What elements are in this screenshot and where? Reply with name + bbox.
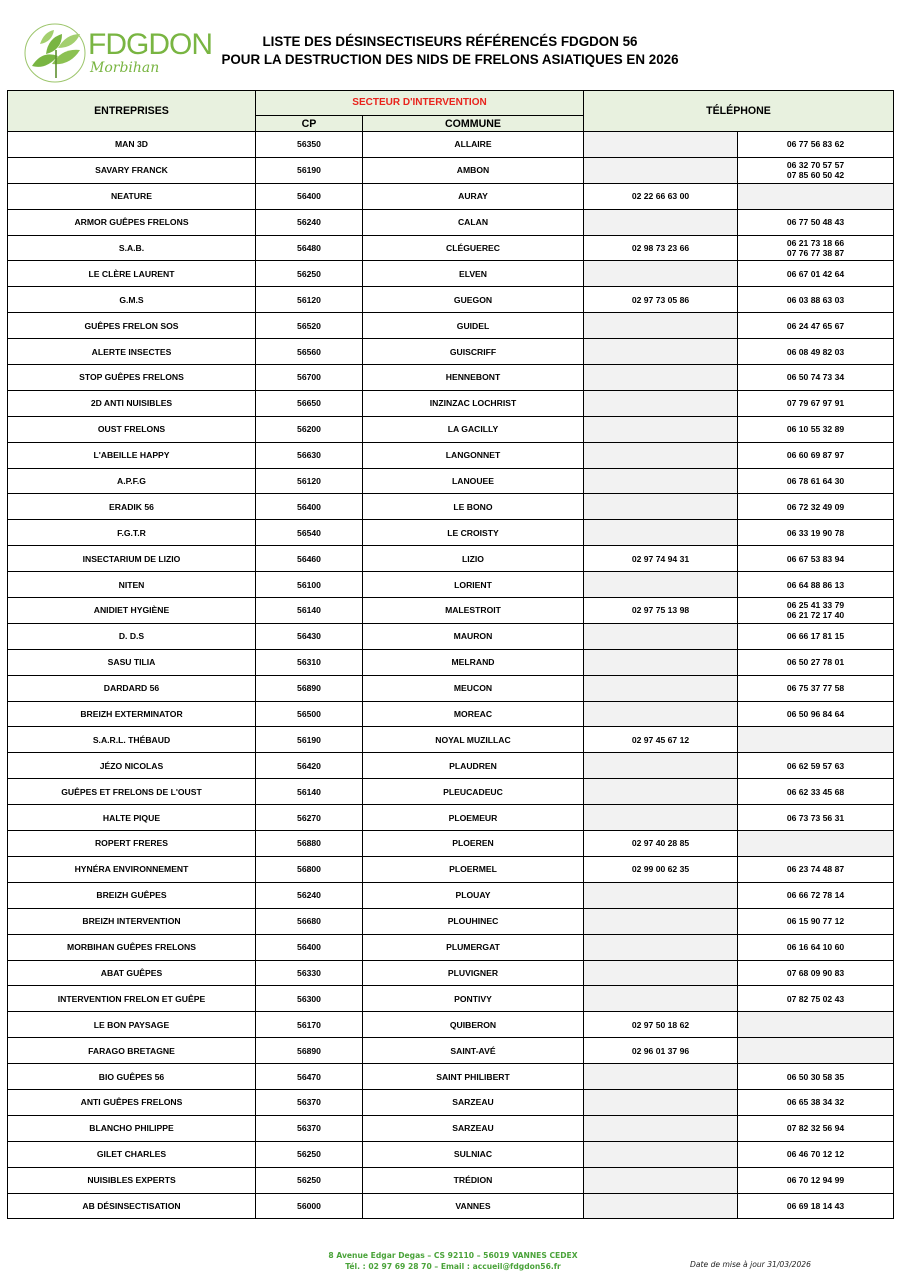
cell-phone-fixed [584,1115,738,1141]
table-row [8,416,894,442]
cell-phone-fixed [584,494,738,520]
cell-commune: INZINZAC LOCHRIST [363,390,584,416]
cell-phone-fixed [584,572,738,598]
cell-phone-mobile: 06 65 38 34 32 [738,1089,894,1115]
cell-entreprise: STOP GUÊPES FRELONS [8,365,256,391]
cell-cp: 56170 [256,1012,363,1038]
cell-phone-fixed: 02 97 73 05 86 [584,287,738,313]
cell-phone-fixed [584,442,738,468]
contractors-table [7,90,894,1219]
cell-phone-fixed [584,986,738,1012]
cell-entreprise: MORBIHAN GUÊPES FRELONS [8,934,256,960]
cell-commune: SARZEAU [363,1089,584,1115]
cell-phone-mobile: 06 08 49 82 03 [738,339,894,365]
table-row [8,934,894,960]
cell-phone-fixed: 02 22 66 63 00 [584,183,738,209]
cell-commune: PLUMERGAT [363,934,584,960]
cell-entreprise: L'ABEILLE HAPPY [8,442,256,468]
cell-commune: LORIENT [363,572,584,598]
cell-commune: PLOERMEL [363,856,584,882]
cell-phone-fixed [584,132,738,158]
cell-phone-mobile: 07 68 09 90 83 [738,960,894,986]
cell-phone-mobile [738,1012,894,1038]
cell-commune: PLOEMEUR [363,805,584,831]
cell-phone-mobile: 06 60 69 87 97 [738,442,894,468]
cell-cp: 56140 [256,779,363,805]
cell-phone-fixed [584,209,738,235]
table-row [8,442,894,468]
cell-phone-mobile: 06 75 37 77 58 [738,675,894,701]
cell-phone-fixed [584,313,738,339]
cell-phone-mobile: 06 24 47 65 67 [738,313,894,339]
cell-phone-mobile: 06 21 73 18 66 07 76 77 38 87 [738,235,894,261]
cell-phone-fixed [584,701,738,727]
cell-entreprise: HALTE PIQUE [8,805,256,831]
cell-phone-mobile: 06 67 01 42 64 [738,261,894,287]
table-row [8,882,894,908]
cell-entreprise: SAVARY FRANCK [8,157,256,183]
cell-commune: GUIDEL [363,313,584,339]
cell-entreprise: G.M.S [8,287,256,313]
cell-phone-fixed [584,649,738,675]
cell-commune: MAURON [363,623,584,649]
cell-phone-mobile: 07 82 75 02 43 [738,986,894,1012]
cell-commune: GUISCRIFF [363,339,584,365]
cell-entreprise: JÉZO NICOLAS [8,753,256,779]
cell-phone-mobile: 06 77 50 48 43 [738,209,894,235]
table-row [8,546,894,572]
cell-phone-mobile [738,1038,894,1064]
cell-commune: MEUCON [363,675,584,701]
cell-cp: 56370 [256,1115,363,1141]
table-row [8,132,894,158]
cell-cp: 56890 [256,1038,363,1064]
cell-commune: LANGONNET [363,442,584,468]
table-row [8,908,894,934]
cell-cp: 56250 [256,1167,363,1193]
fdgdon-logo [22,20,212,86]
cell-phone-mobile: 06 10 55 32 89 [738,416,894,442]
table-row [8,623,894,649]
table-row [8,1193,894,1219]
page-footer [0,1250,900,1272]
table-row [8,856,894,882]
cell-entreprise: NITEN [8,572,256,598]
table-row [8,390,894,416]
cell-phone-fixed: 02 97 40 28 85 [584,831,738,857]
cell-phone-fixed [584,339,738,365]
table-row [8,235,894,261]
cell-cp: 56240 [256,209,363,235]
cell-phone-fixed [584,468,738,494]
table-row [8,468,894,494]
cell-cp: 56310 [256,649,363,675]
cell-entreprise: GUÊPES FRELON SOS [8,313,256,339]
cell-entreprise: INSECTARIUM DE LIZIO [8,546,256,572]
cell-phone-mobile [738,183,894,209]
cell-commune: ELVEN [363,261,584,287]
table-row [8,313,894,339]
cell-phone-mobile: 06 70 12 94 99 [738,1167,894,1193]
cell-phone-fixed [584,805,738,831]
cell-commune: GUEGON [363,287,584,313]
footer-address-block [300,1250,606,1272]
cell-phone-mobile: 06 66 17 81 15 [738,623,894,649]
cell-phone-fixed [584,1167,738,1193]
cell-phone-fixed [584,520,738,546]
cell-commune: LE CROISTY [363,520,584,546]
cell-phone-fixed: 02 97 50 18 62 [584,1012,738,1038]
cell-phone-mobile: 06 78 61 64 30 [738,468,894,494]
cell-commune: QUIBERON [363,1012,584,1038]
header-cp: CP [256,116,363,132]
cell-phone-fixed: 02 99 00 62 35 [584,856,738,882]
cell-cp: 56520 [256,313,363,339]
cell-entreprise: LE CLÈRE LAURENT [8,261,256,287]
cell-phone-mobile: 06 33 19 90 78 [738,520,894,546]
cell-commune: CLÉGUEREC [363,235,584,261]
cell-cp: 56300 [256,986,363,1012]
cell-cp: 56140 [256,598,363,624]
cell-cp: 56250 [256,261,363,287]
cell-phone-fixed: 02 97 74 94 31 [584,546,738,572]
header-commune: COMMUNE [363,116,584,132]
cell-entreprise: ABAT GUÊPES [8,960,256,986]
cell-cp: 56400 [256,494,363,520]
cell-entreprise: NUISIBLES EXPERTS [8,1167,256,1193]
cell-commune: VANNES [363,1193,584,1219]
cell-phone-mobile: 06 67 53 83 94 [738,546,894,572]
cell-cp: 56100 [256,572,363,598]
table-row [8,1167,894,1193]
cell-cp: 56420 [256,753,363,779]
cell-commune: MALESTROIT [363,598,584,624]
cell-entreprise: S.A.R.L. THÉBAUD [8,727,256,753]
cell-cp: 56500 [256,701,363,727]
cell-phone-fixed [584,1064,738,1090]
cell-phone-fixed [584,779,738,805]
cell-entreprise: AB DÉSINSECTISATION [8,1193,256,1219]
cell-entreprise: MAN 3D [8,132,256,158]
cell-entreprise: BLANCHO PHILIPPE [8,1115,256,1141]
cell-entreprise: BREIZH EXTERMINATOR [8,701,256,727]
cell-commune: LIZIO [363,546,584,572]
cell-cp: 56890 [256,675,363,701]
cell-phone-mobile: 07 79 67 97 91 [738,390,894,416]
table-row [8,986,894,1012]
cell-phone-mobile: 07 82 32 56 94 [738,1115,894,1141]
cell-entreprise: INTERVENTION FRELON ET GUÊPE [8,986,256,1012]
cell-phone-fixed: 02 96 01 37 96 [584,1038,738,1064]
cell-commune: LANOUEE [363,468,584,494]
table-row [8,649,894,675]
cell-phone-fixed [584,1193,738,1219]
logo-subtitle: Morbihan [90,60,160,76]
cell-phone-fixed: 02 98 73 23 66 [584,235,738,261]
footer-contact: Tél. : 02 97 69 28 70 – Email : accueil@fdgdon56.fr [345,1262,561,1271]
table-row [8,1141,894,1167]
cell-phone-mobile: 06 73 73 56 31 [738,805,894,831]
cell-phone-fixed [584,390,738,416]
cell-phone-mobile: 06 72 32 49 09 [738,494,894,520]
cell-cp: 56480 [256,235,363,261]
table-row [8,1012,894,1038]
cell-entreprise: DARDARD 56 [8,675,256,701]
table-row [8,209,894,235]
cell-phone-mobile [738,727,894,753]
cell-cp: 56120 [256,468,363,494]
cell-entreprise: D. D.S [8,623,256,649]
cell-cp: 56270 [256,805,363,831]
cell-cp: 56400 [256,934,363,960]
table-row [8,365,894,391]
table-row [8,831,894,857]
table-row [8,157,894,183]
cell-commune: MOREAC [363,701,584,727]
cell-phone-fixed: 02 97 75 13 98 [584,598,738,624]
cell-cp: 56800 [256,856,363,882]
page-header [0,0,900,90]
cell-phone-fixed [584,1141,738,1167]
cell-phone-mobile: 06 46 70 12 12 [738,1141,894,1167]
cell-phone-fixed [584,675,738,701]
cell-phone-mobile: 06 66 72 78 14 [738,882,894,908]
cell-commune: HENNEBONT [363,365,584,391]
cell-phone-mobile: 06 64 88 86 13 [738,572,894,598]
cell-commune: PLAUDREN [363,753,584,779]
cell-phone-mobile: 06 77 56 83 62 [738,132,894,158]
cell-cp: 56700 [256,365,363,391]
table-row [8,1115,894,1141]
cell-commune: PLOUAY [363,882,584,908]
cell-phone-fixed [584,1089,738,1115]
cell-cp: 56190 [256,157,363,183]
cell-cp: 56680 [256,908,363,934]
cell-commune: CALAN [363,209,584,235]
cell-entreprise: LE BON PAYSAGE [8,1012,256,1038]
table-row [8,1089,894,1115]
table-row [8,1064,894,1090]
cell-phone-mobile: 06 62 59 57 63 [738,753,894,779]
cell-phone-mobile: 06 50 27 78 01 [738,649,894,675]
cell-commune: SARZEAU [363,1115,584,1141]
cell-phone-mobile: 06 25 41 33 79 06 21 72 17 40 [738,598,894,624]
cell-commune: LA GACILLY [363,416,584,442]
cell-commune: PONTIVY [363,986,584,1012]
cell-commune: SAINT PHILIBERT [363,1064,584,1090]
cell-cp: 56120 [256,287,363,313]
cell-phone-fixed [584,882,738,908]
cell-entreprise: F.G.T.R [8,520,256,546]
cell-phone-mobile: 06 62 33 45 68 [738,779,894,805]
cell-entreprise: ALERTE INSECTES [8,339,256,365]
cell-entreprise: FARAGO BRETAGNE [8,1038,256,1064]
cell-entreprise: GILET CHARLES [8,1141,256,1167]
cell-cp: 56540 [256,520,363,546]
cell-commune: PLUVIGNER [363,960,584,986]
table-row [8,339,894,365]
cell-entreprise: A.P.F.G [8,468,256,494]
cell-entreprise: BREIZH GUÊPES [8,882,256,908]
cell-phone-fixed: 02 97 45 67 12 [584,727,738,753]
cell-entreprise: BIO GUÊPES 56 [8,1064,256,1090]
cell-cp: 56470 [256,1064,363,1090]
title-line-1: LISTE DES DÉSINSECTISEURS RÉFÉRENCÉS FDGDON 56 [262,34,638,49]
cell-entreprise: S.A.B. [8,235,256,261]
header-entreprises: ENTREPRISES [8,91,256,132]
table-row [8,779,894,805]
cell-phone-mobile: 06 50 74 73 34 [738,365,894,391]
cell-phone-fixed [584,157,738,183]
table-row [8,753,894,779]
table-row [8,494,894,520]
header-secteur: SECTEUR D'INTERVENTION [256,91,584,116]
cell-commune: MELRAND [363,649,584,675]
table-row [8,261,894,287]
cell-entreprise: BREIZH INTERVENTION [8,908,256,934]
cell-cp: 56250 [256,1141,363,1167]
cell-entreprise: ROPERT FRERES [8,831,256,857]
cell-commune: PLEUCADEUC [363,779,584,805]
cell-commune: NOYAL MUZILLAC [363,727,584,753]
cell-commune: ALLAIRE [363,132,584,158]
cell-entreprise: OUST FRELONS [8,416,256,442]
table-body [8,132,894,1219]
cell-entreprise: NEATURE [8,183,256,209]
cell-commune: PLOUHINEC [363,908,584,934]
cell-cp: 56430 [256,623,363,649]
table-row [8,1038,894,1064]
cell-phone-mobile: 06 16 64 10 60 [738,934,894,960]
cell-entreprise: ERADIK 56 [8,494,256,520]
cell-phone-mobile: 06 15 90 77 12 [738,908,894,934]
cell-commune: LE BONO [363,494,584,520]
title-line-2: POUR LA DESTRUCTION DES NIDS DE FRELONS ASIATIQUES EN 2026 [221,52,679,67]
cell-phone-mobile: 06 50 30 58 35 [738,1064,894,1090]
table-row [8,960,894,986]
cell-phone-fixed [584,753,738,779]
cell-cp: 56370 [256,1089,363,1115]
cell-cp: 56000 [256,1193,363,1219]
table-row [8,727,894,753]
cell-entreprise: HYNÉRA ENVIRONNEMENT [8,856,256,882]
header-telephone: TÉLÉPHONE [584,91,894,132]
cell-phone-fixed [584,416,738,442]
cell-phone-fixed [584,261,738,287]
update-date: Date de mise à jour 31/03/2026 [690,1260,811,1269]
cell-cp: 56880 [256,831,363,857]
cell-phone-fixed [584,365,738,391]
cell-phone-mobile: 06 32 70 57 57 07 85 60 50 42 [738,157,894,183]
cell-entreprise: GUÊPES ET FRELONS DE L'OUST [8,779,256,805]
cell-cp: 56650 [256,390,363,416]
cell-cp: 56330 [256,960,363,986]
cell-phone-fixed [584,934,738,960]
cell-cp: 56630 [256,442,363,468]
leaf-icon [22,20,92,86]
cell-entreprise: ANIDIET HYGIÈNE [8,598,256,624]
cell-cp: 56460 [256,546,363,572]
cell-entreprise: ANTI GUÊPES FRELONS [8,1089,256,1115]
cell-commune: TRÉDION [363,1167,584,1193]
cell-phone-mobile [738,831,894,857]
cell-cp: 56200 [256,416,363,442]
table-row [8,572,894,598]
page-title [200,33,700,69]
table-row [8,675,894,701]
cell-commune: AURAY [363,183,584,209]
footer-address: 8 Avenue Edgar Degas – CS 92110 – 56019 VANNES CEDEX [328,1251,578,1260]
table-row [8,701,894,727]
cell-phone-mobile: 06 23 74 48 87 [738,856,894,882]
cell-cp: 56560 [256,339,363,365]
cell-phone-mobile: 06 69 18 14 43 [738,1193,894,1219]
cell-commune: SULNIAC [363,1141,584,1167]
cell-commune: PLOEREN [363,831,584,857]
cell-entreprise: SASU TILIA [8,649,256,675]
cell-entreprise: ARMOR GUÊPES FRELONS [8,209,256,235]
cell-entreprise: 2D ANTI NUISIBLES [8,390,256,416]
cell-phone-mobile: 06 50 96 84 64 [738,701,894,727]
cell-phone-fixed [584,623,738,649]
cell-phone-fixed [584,908,738,934]
logo-name: FDGDON [88,28,212,61]
cell-commune: AMBON [363,157,584,183]
cell-cp: 56400 [256,183,363,209]
cell-phone-fixed [584,960,738,986]
table-row [8,520,894,546]
table-row [8,598,894,624]
cell-commune: SAINT-AVÉ [363,1038,584,1064]
table-row [8,805,894,831]
cell-cp: 56350 [256,132,363,158]
table-row [8,287,894,313]
cell-phone-mobile: 06 03 88 63 03 [738,287,894,313]
table-row [8,183,894,209]
cell-cp: 56240 [256,882,363,908]
cell-cp: 56190 [256,727,363,753]
